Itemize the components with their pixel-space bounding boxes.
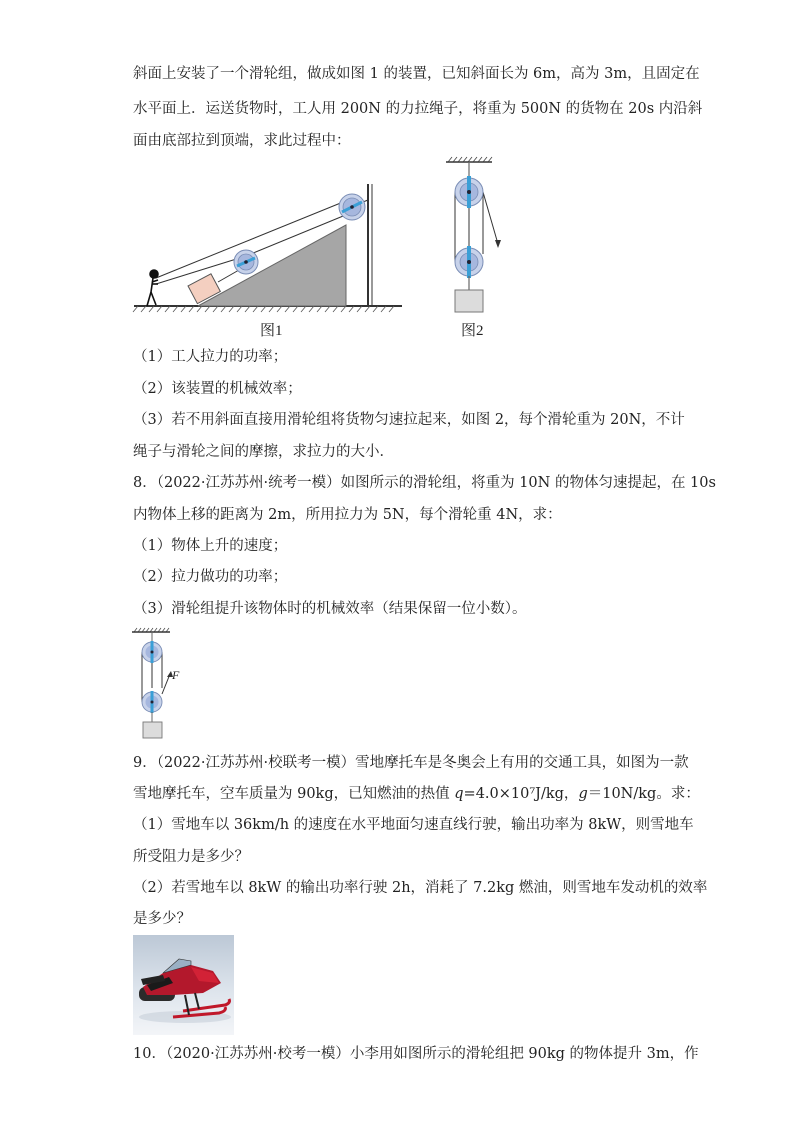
- q8-intro-line-1: 8．（2022·江苏苏州·统考一模）如图所示的滑轮组，将重为 10N 的物体匀速提起，在 10s: [133, 475, 716, 491]
- q9-item-2-line-2: 是多少？: [133, 911, 191, 927]
- q7-intro-line-2: 水平面上．运送货物时，工人用 200N 的力拉绳子，将重为 500N 的货物在 20s 内沿斜: [133, 101, 703, 117]
- figure-1-label: 图1: [260, 323, 283, 339]
- q8-pulley-figure: [128, 628, 188, 744]
- q9-intro-part-a: 雪地摩托车，空车质量为 90kg，已知燃油的热值: [133, 786, 455, 802]
- q9-item-1-line-2: 所受阻力是多少？: [133, 849, 249, 865]
- q10-intro-line-1: 10．（2020·江苏苏州·校考一模）小李用如图所示的滑轮组把 90kg 的物体提升 3m，作: [133, 1046, 699, 1062]
- q8-item-3: （3）滑轮组提升该物体时的机械效率（结果保留一位小数）。: [133, 601, 527, 617]
- q9-symbol-q: q: [454, 786, 464, 802]
- q9-intro-part-c: ＝10N/kg。求：: [587, 786, 700, 802]
- q8-intro-line-2: 内物体上移的距离为 2m，所用拉力为 5N，每个滑轮重 4N，求：: [133, 507, 562, 523]
- q9-intro-line-1: 9．（2022·江苏苏州·校联考一模）雪地摩托车是冬奥会上有用的交通工具，如图为一款: [133, 755, 689, 771]
- figure-2-label: 图2: [461, 323, 484, 339]
- q7-item-3-line-2: 绳子与滑轮之间的摩擦，求拉力的大小．: [133, 444, 394, 460]
- snowmobile-image: [133, 935, 234, 1035]
- q8-item-2: （2）拉力做功的功率；: [133, 569, 288, 585]
- figure-2-pulley-block: [440, 156, 520, 316]
- q8-item-1: （1）物体上升的速度；: [133, 538, 288, 554]
- q8-force-label: F: [172, 668, 180, 682]
- q7-item-2: （2）该装置的机械效率；: [133, 381, 302, 397]
- q9-symbol-g: g: [578, 786, 588, 802]
- q9-intro-line-2: [133, 784, 700, 804]
- figure-1-incline-pulley: [130, 178, 405, 318]
- q9-intro-part-b: =4.0×10⁷J/kg，: [463, 786, 579, 802]
- q9-item-1-line-1: （1）雪地车以 36km/h 的速度在水平地面匀速直线行驶，输出功率为 8kW，则雪地车: [133, 817, 694, 833]
- q9-item-2-line-1: （2）若雪地车以 8kW 的输出功率行驶 2h，消耗了 7.2kg 燃油，则雪地车发动机的效率: [133, 880, 708, 896]
- q7-item-1: （1）工人拉力的功率；: [133, 349, 288, 365]
- q7-item-3-line-1: （3）若不用斜面直接用滑轮组将货物匀速拉起来，如图 2，每个滑轮重为 20N，不计: [133, 412, 685, 428]
- q7-intro-line-1: 斜面上安装了一个滑轮组，做成如图 1 的装置，已知斜面长为 6m，高为 3m，且固定在: [133, 66, 700, 82]
- q7-intro-line-3: 面由底部拉到顶端，求此过程中：: [133, 133, 351, 149]
